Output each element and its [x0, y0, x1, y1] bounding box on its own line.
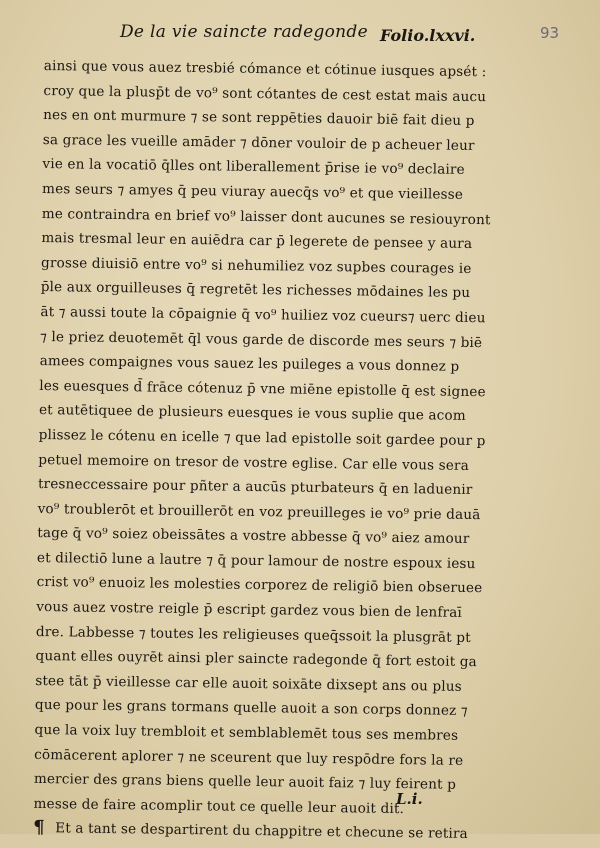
text-line: nes en ont murmure ⁊ se sont reppēties dauoir biē fait dieu p: [43, 107, 475, 130]
text-line: que la voix luy trembloit et semblablemēt tous ses membres: [34, 721, 459, 744]
text-line: amees compaignes vous sauez les puileges a vous donnez p: [39, 353, 460, 375]
text-line: quant elles ouyrēt ainsi pler saincte radegonde q̄ fort estoit ga: [35, 648, 477, 671]
text-line: et autētiquee de plusieurs euesques ie vous suplie que acom: [38, 402, 466, 425]
text-line: croy que la plusp̄t de vo⁹ sont cótantes de cest estat mais aucu: [43, 82, 487, 105]
text-line: messe de faire acomplir tout ce quelle leur auoit dit.: [33, 795, 405, 817]
text-line: crist vo⁹ enuoiz les molesties corporez de religiō bien obseruee: [36, 574, 483, 597]
text-line: mes seurs ⁊ amyes q̄ peu viuray auecq̄s vo⁹ et que vieillesse: [42, 180, 464, 203]
pilcrow-icon: ¶: [33, 817, 45, 839]
text-line: ⁊ le priez deuotemēt q̄l vous garde de discorde mes seurs ⁊ biē: [39, 328, 483, 351]
text-line: mercier des grans biens quelle leur auoit faiz ⁊ luy feirent p: [33, 771, 457, 794]
body-text: [33, 54, 514, 847]
text-line: tresneccessaire pour pñter a aucūs pturbateurs q̄ en laduenir: [37, 476, 473, 499]
text-line: vous auez vostre reigle p̄ escript gardez vous bien de lenfraī: [36, 599, 463, 621]
folio-number: Folio.lxxvi.: [380, 26, 476, 45]
text-line: que pour les grans tormans quelle auoit a son corps donnez ⁊: [34, 697, 468, 720]
text-line: mais tresmal leur en auiēdra car p̄ legerete de pensee y aura: [41, 230, 473, 253]
page-header: [0, 20, 600, 50]
text-line: les euesques d̄ frāce cótenuz p̄ vne miēne epistolle q̄ est signee: [39, 377, 486, 400]
text-line-final: [33, 816, 503, 847]
text-line: plissez le cótenu en icelle ⁊ que lad epistolle soit gardee pour p: [38, 426, 486, 450]
text-line: ainsi que vous auez tresbié cómance et cótinue iusques apsét :: [43, 57, 487, 81]
text-line: et dilectiō lune a lautre ⁊ q̄ pour lamour de nostre espoux iesu: [36, 549, 476, 572]
text-line: vo⁹ troublerōt et brouillerōt en voz preuilleges ie vo⁹ prie dauā: [37, 500, 481, 523]
text-line: āt ⁊ aussi toute la cōpaignie q̄ vo⁹ huiliez voz cueurs⁊ uerc dieu: [40, 303, 486, 327]
text-line: cōmācerent aplorer ⁊ ne sceurent que luy respōdre fors la re: [34, 746, 464, 769]
pencil-page-number: 93: [540, 24, 560, 42]
text-line: p̄le aux orguilleuses q̄ regretēt les richesses mōdaines les pu: [40, 279, 471, 302]
text-line: grosse diuisiō entre vo⁹ si nehumiliez voz supbes courages ie: [40, 254, 472, 277]
signature-mark: L.i.: [396, 790, 423, 808]
text-line: petuel memoire on tresor de vostre eglise. Car elle vous sera: [38, 451, 470, 474]
text-line: stee tāt p̄ vieillesse car elle auoit soixāte dixsept ans ou plus: [35, 672, 462, 695]
text-line: sa grace les vueille amāder ⁊ dōner vouloir de p acheuer leur: [42, 131, 475, 154]
text-line: dre. Labbesse ⁊ toutes les religieuses queq̄ssoit la plusgrāt pt: [35, 623, 471, 646]
running-title: De la vie saincte radegonde: [120, 22, 368, 42]
text-line: me contraindra en brief vo⁹ laisser dont aucunes se resiouyront: [41, 205, 491, 228]
text-line: vie en la vocatiō q̄lles ont liberallement p̄rise ie vo⁹ declaire: [42, 156, 465, 179]
final-line-text: Et a tant se despartirent du chappitre et checune se retira: [55, 820, 468, 843]
text-line: tage q̄ vo⁹ soiez obeissātes a vostre abbesse q̄ vo⁹ aiez amour: [37, 525, 470, 548]
